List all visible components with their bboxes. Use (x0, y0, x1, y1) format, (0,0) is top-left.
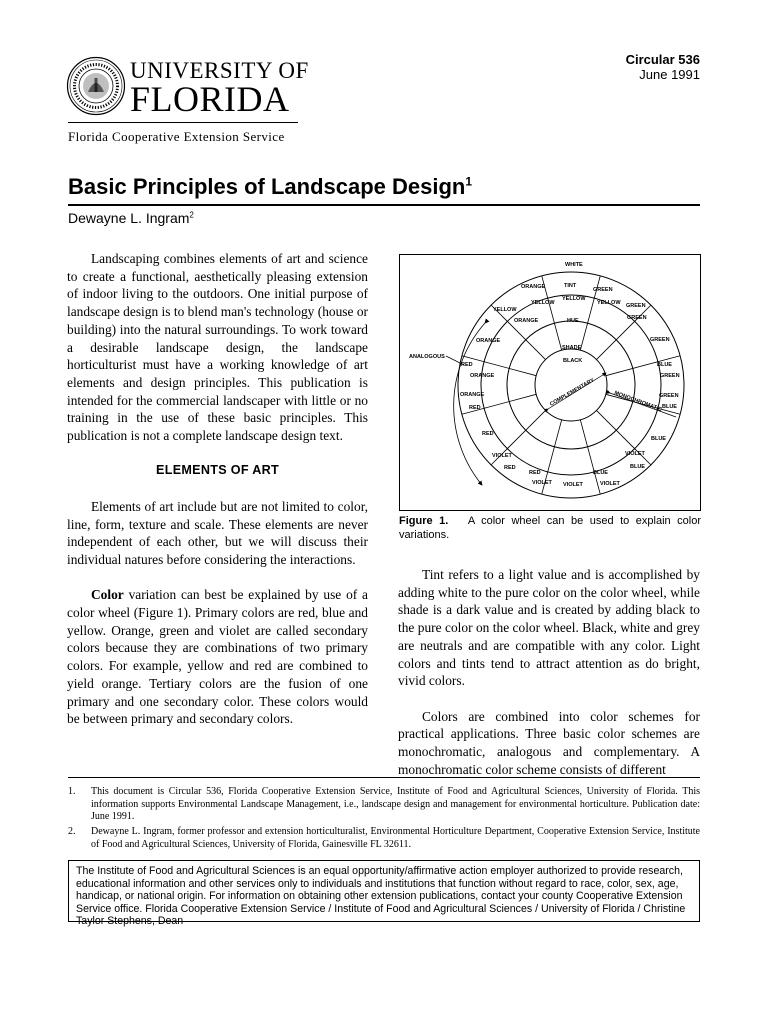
label-complementary: COMPLEMENTARY (549, 377, 596, 408)
label-red-ring4: RED (504, 465, 516, 471)
section-heading-elements-of-art: ELEMENTS OF ART (156, 463, 279, 478)
color-schemes-paragraph: Colors are combined into color schemes for practical applications. Three basic color schemes are monochromatic, analogous and complementary. A monochromatic color scheme consists of different (398, 708, 700, 777)
label-blue-ring3: BLUE (651, 436, 666, 442)
footnote-divider (68, 777, 700, 778)
label-green-ring5: GREEN (659, 393, 679, 399)
label-orange-ring2: ORANGE (514, 318, 539, 324)
label-hue: HUE (567, 318, 579, 324)
label-violet-left: VIOLET (492, 453, 512, 459)
figure-caption-text: A color wheel can be used to explain color variations. (399, 515, 702, 541)
label-orange-ring3: ORANGE (476, 338, 501, 344)
title-text: Basic Principles of Landscape Design (68, 174, 466, 199)
label-monochromatic: MONOCHROMATIC (613, 390, 663, 414)
label-yellow-left: YELLOW (493, 307, 517, 313)
wheel-spoke (596, 305, 650, 359)
wheel-spoke (580, 420, 600, 494)
footnote-1 (68, 786, 700, 824)
footnote-1-number: 1. (68, 786, 76, 797)
label-blue-ring4: BLUE (630, 464, 645, 470)
label-violet-bottom-right: VIOLET (600, 481, 620, 487)
label-orange-ring5: ORANGE (460, 392, 485, 398)
label-green-ring4: GREEN (660, 373, 680, 379)
label-yellow-green: GREEN (626, 303, 646, 309)
label-violet-bottom-left: VIOLET (532, 480, 552, 486)
equal-opportunity-text: The Institute of Food and Agricultural Sciences is an equal opportunity/affirmative action employer authorized to provide research, educational information and other services only to individuals and institutions that function without regard to race, color, sex, age, handicap, or national origin. For information on obtaining other extension publications, contact your county Cooperative Extension Service office. Florida Cooperative Extension Service / Institute of Food and Agricultural Sciences / University of Florida / Christine Taylor Stephens, Dean (76, 865, 686, 928)
title-footnote-marker: 1 (465, 174, 473, 189)
university-name-line2: FLORIDA (130, 79, 290, 119)
label-yellow-inner-right: YELLOW (597, 300, 621, 306)
figure-caption (399, 514, 701, 542)
label-red-outer: RED (461, 362, 473, 368)
label-orange-ring4: ORANGE (470, 373, 495, 379)
elements-paragraph: Elements of art include but are not limited to color, line, form, texture and scale. These elements are never independent of each other, but we will discuss their individual natures before considering the interactions. (67, 498, 368, 567)
equal-opportunity-notice (68, 860, 700, 928)
color-wheel-diagram (400, 255, 700, 510)
label-white: WHITE (565, 262, 583, 268)
footnote-2-number: 2. (68, 826, 76, 837)
label-violet-bottom: VIOLET (563, 482, 583, 488)
label-red-violet: RED (529, 470, 541, 476)
footnote-2-text: Dewayne L. Ingram, former professor and extension horticulturalist, Environmental Horticulture Department, Cooperative Extension Service, Institute of Food and Agricultural Sciences, University of Florida, Gainesville FL 32611. (91, 826, 700, 850)
label-analogous: ANALOGOUS (409, 354, 445, 360)
page-title (68, 174, 472, 200)
intro-paragraph: Landscaping combines elements of art and science to create a functional, aesthetically pleasing extension of indoor living to the outdoors. One initial purpose of landscape design is to blend man's technology (house or building) into the natural surroundings. To work toward a desirable landscape design, the landscape horticulturist must have a working knowledge of art elements and design principles. This publication is intended for the commercial landscaper with little or no training in the use of these basic principles. This publication is not a complete landscape design text. (67, 251, 368, 444)
wheel-spoke (491, 305, 545, 359)
footnote-1-text: This document is Circular 536, Florida Cooperative Extension Service, Institute of Food and Agricultural Sciences, University of Florida. This information supports Environmental Landscape Management, i.e., landscape design and management for environmental horticulture. Publication date: June 1991. (91, 786, 700, 823)
extension-service-name: Florida Cooperative Extension Service (68, 129, 285, 144)
label-red-ring2: RED (469, 405, 481, 411)
circular-number: Circular 536 (625, 52, 700, 67)
author-name: Dewayne L. Ingram (68, 210, 190, 226)
color-paragraph (67, 586, 368, 728)
label-tint: TINT (564, 283, 577, 289)
label-green-ring2: GREEN (627, 315, 647, 321)
left-column (67, 250, 368, 746)
label-blue-violet: BLUE (593, 470, 608, 476)
tint-shade-paragraph: Tint refers to a light value and is accomplished by adding white to the pure color on the color wheel, while shade is a dark value and is created by adding black to the pure color on the color wheel. Black, white and grey are neutrals and are compatible with any color. Light colors and tints tend to attract attention as do bright, vivid colors. (398, 567, 700, 689)
university-name-line1: UNIVERSITY OF (130, 58, 309, 83)
label-green-ring3: GREEN (650, 337, 670, 343)
color-paragraph-text: variation can best be explained by use of a color wheel (Figure 1). Primary colors are red, blue and yellow. Orange, green and violet are called secondary colors because they are combinations of two primary colors. For example, yellow and red are combined to yield orange. Tertiary colors are the fusion of one primary and one secondary color. These colors would be between primary and secondary colors. (67, 587, 368, 727)
label-blue-ring2: BLUE (662, 404, 677, 410)
publication-date: June 1991 (639, 67, 700, 82)
footnote-2 (68, 826, 700, 851)
author-footnote-marker: 2 (189, 210, 194, 220)
label-green-outer: GREEN (593, 287, 613, 293)
header-divider (68, 122, 298, 123)
label-violet-right: VIOLET (625, 451, 645, 457)
label-black: BLACK (563, 358, 583, 364)
label-yellow-center: YELLOW (562, 296, 586, 302)
right-column (398, 566, 700, 796)
label-orange-outer: ORANGE (521, 284, 546, 290)
author-line (68, 210, 194, 226)
figure-1-color-wheel (399, 254, 701, 511)
label-yellow-inner-left: YELLOW (531, 300, 555, 306)
figure-caption-label: Figure 1. (399, 515, 449, 527)
university-seal-logo (66, 56, 126, 116)
color-term: Color (91, 587, 124, 603)
label-red-ring3: RED (482, 431, 494, 437)
title-divider (68, 204, 700, 206)
label-blue-outer: BLUE (657, 362, 672, 368)
label-shade: SHADE (562, 345, 582, 351)
